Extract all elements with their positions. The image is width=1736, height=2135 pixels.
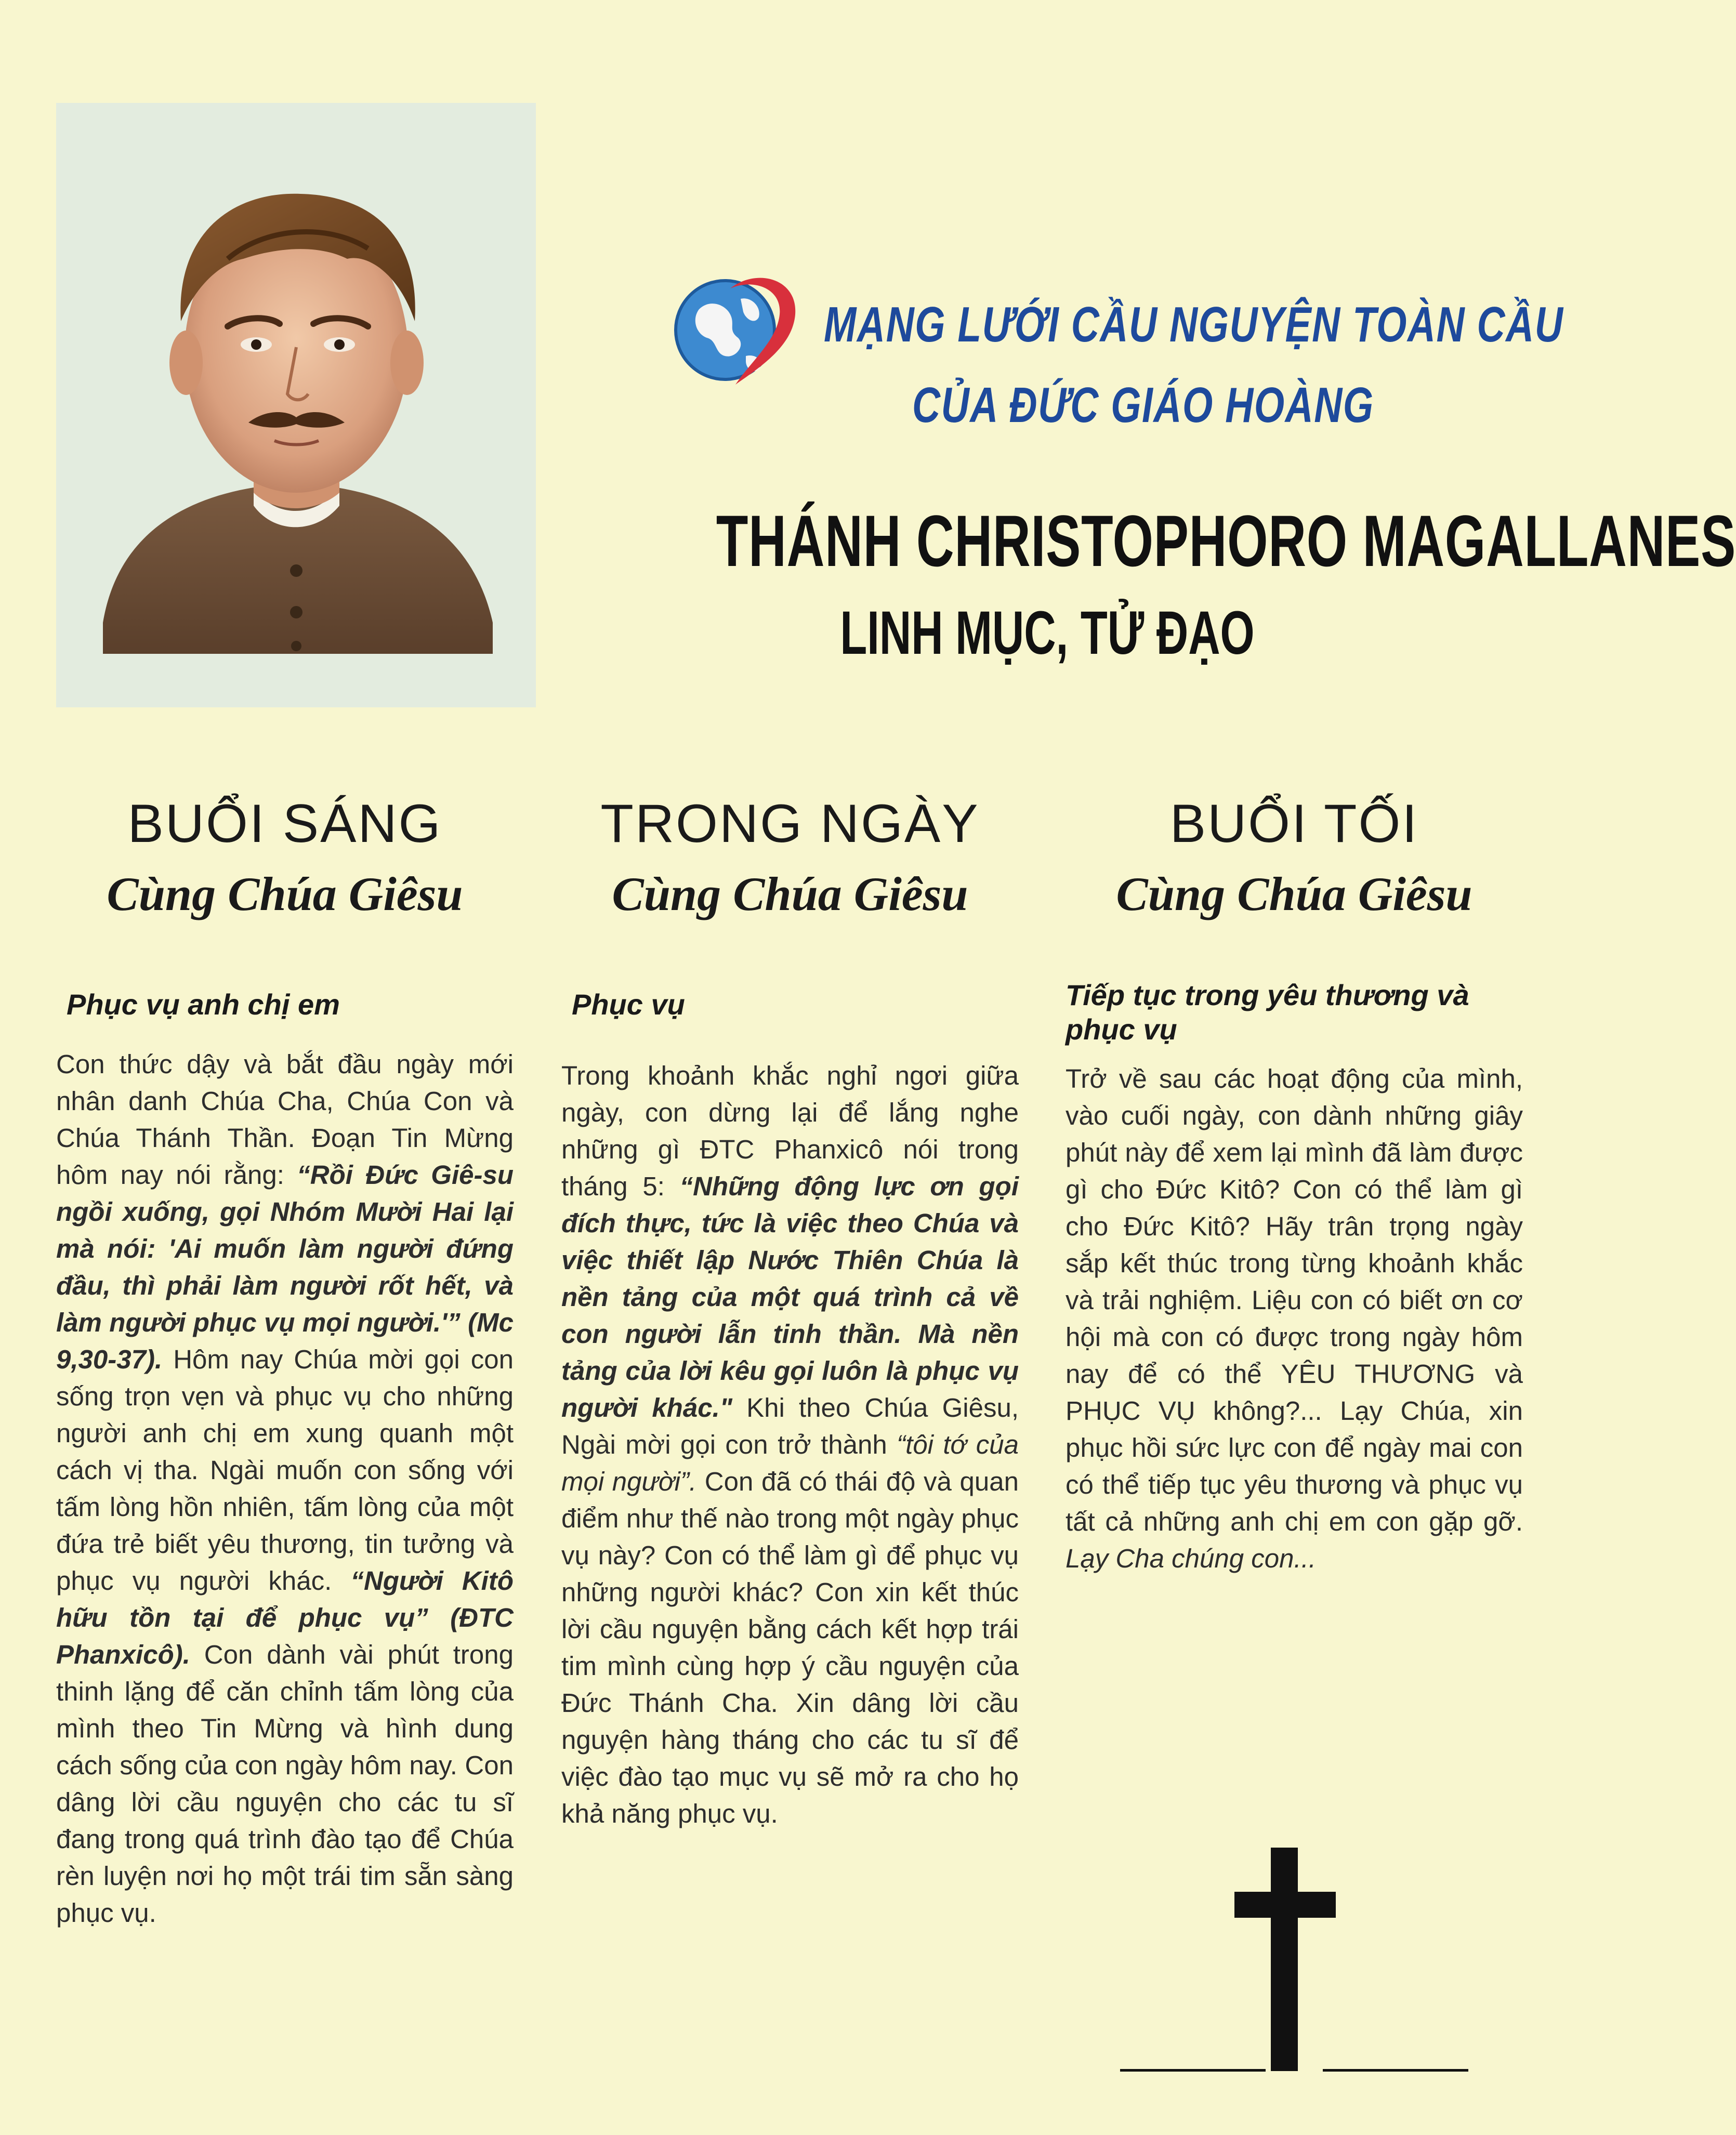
body-segment: Con thức dậy và bắt đầu ngày mới nhân danh Chúa Cha, Chúa Con và Chúa Thánh Thần. Đoạn Tin Mừng hôm nay nói rằng: [56, 1049, 514, 1190]
body-segment: Khi theo Chúa Giêsu, Ngài mời gọi con trở thành [561, 1393, 1019, 1459]
section-title: Phục vụ [572, 988, 685, 1021]
column-heading: BUỔI TỐI [1169, 794, 1419, 854]
scripture-quote: “Rồi Đức Giê-su ngồi xuống, gọi Nhóm Mười Hai lại mà nói: 'Ai muốn làm người đứng đầu, thì phải làm người rốt hết, và làm người phục vụ mọi người.'” (Mc 9,30-37). [56, 1160, 514, 1374]
italic-phrase: “tôi tớ của mọi người”. [561, 1430, 1019, 1496]
column-subheading: Cùng Chúa Giêsu [1116, 867, 1472, 920]
section-body [56, 1046, 514, 1931]
column-midday [561, 790, 1019, 1832]
column-morning [56, 790, 514, 1931]
column-subheading: Cùng Chúa Giêsu [107, 867, 463, 920]
saint-portrait [56, 103, 536, 707]
closing-prayer: Lạy Cha chúng con... [1066, 1544, 1316, 1573]
pope-quote: “Những động lực ơn gọi đích thực, tức là việc theo Chúa và việc thiết lập Nước Thiên Chúa là nền tảng của một quá trình cả về con người lẫn tinh thần. Mà nền tảng của lời kêu gọi luôn là phục vụ người khác." [561, 1171, 1019, 1422]
section-body [561, 1057, 1019, 1832]
column-heading: BUỔI SÁNG [127, 794, 442, 854]
body-segment: Con dành vài phút trong thinh lặng để căn chỉnh tấm lòng của mình theo Tin Mừng và hình dung cách sống của con ngày hôm nay. Con dâng lời cầu nguyện cho các tu sĩ đang trong quá trình đào tạo để Chúa rèn luyện nơi họ một trái tim sẵn sàng phục vụ. [56, 1640, 514, 1928]
section-body [1066, 1060, 1523, 1577]
body-segment: Trở về sau các hoạt động của mình, vào cuối ngày, con dành những giây phút này để xem lại mình đã làm được gì cho Đức Kitô? Con có thể làm gì cho Đức Kitô? Hãy trân trọng ngày sắp kết thúc trong từng khoảnh khắc và trải nghiệm. Liệu con có biết ơn cơ hội mà con có được trong ngày hôm nay để có thể YÊU THƯƠNG và PHỤC VỤ không?... Lạy Chúa, xin phục hồi sức lực con để ngày mai con có thể tiếp tục yêu thương và phục vụ tất cả những anh chị em con gặp gỡ. [1066, 1064, 1523, 1536]
body-segment: Trong khoảnh khắc nghỉ ngơi giữa ngày, con dừng lại để lắng nghe những gì ĐTC Phanxicô nói trong tháng 5: [561, 1061, 1019, 1201]
globe-heart-icon [668, 268, 803, 387]
column-subheading: Cùng Chúa Giêsu [612, 867, 968, 920]
organization-header [668, 268, 1564, 439]
organization-name-line1: MẠNG LƯỚI CẦU NGUYỆN TOÀN CẦU [824, 297, 1564, 352]
saint-name: THÁNH CHRISTOPHORO MAGALLANES [716, 500, 1736, 582]
section-title: Tiếp tục trong yêu thương và phục vụ [1066, 979, 1469, 1046]
body-segment: Con đã có thái độ và quan điểm như thế nào trong một ngày phục vụ này? Con có thể làm gì để phục vụ những người khác? Con xin kết thúc lời cầu nguyện bằng cách kết hợp trái tim mình cùng hợp ý cầu nguyện của Đức Thánh Cha. Xin dâng lời cầu nguyện hàng tháng cho các tu sĩ để việc đào tạo mục vụ sẽ mở ra cho họ khả năng phục vụ. [561, 1467, 1019, 1828]
cross-icon [1117, 1848, 1471, 2076]
pope-quote: “Người Kitô hữu tồn tại để phục vụ” (ĐTC Phanxicô). [56, 1566, 514, 1669]
saint-subtitle: LINH MỤC, TỬ ĐẠO [840, 599, 1255, 667]
column-evening [1066, 790, 1523, 1577]
section-title: Phục vụ anh chị em [67, 988, 340, 1021]
organization-name-line2: CỦA ĐỨC GIÁO HOÀNG [912, 377, 1374, 433]
body-segment: Hôm nay Chúa mời gọi con sống trọn vẹn và phục vụ cho những người anh chị em xung quanh một cách vị tha. Ngài muốn con sống với tấm lòng hồn nhiên, tấm lòng của một đứa trẻ biết yêu thương, tin tưởng và phục vụ người khác. [56, 1345, 514, 1596]
column-heading: TRONG NGÀY [600, 794, 980, 854]
